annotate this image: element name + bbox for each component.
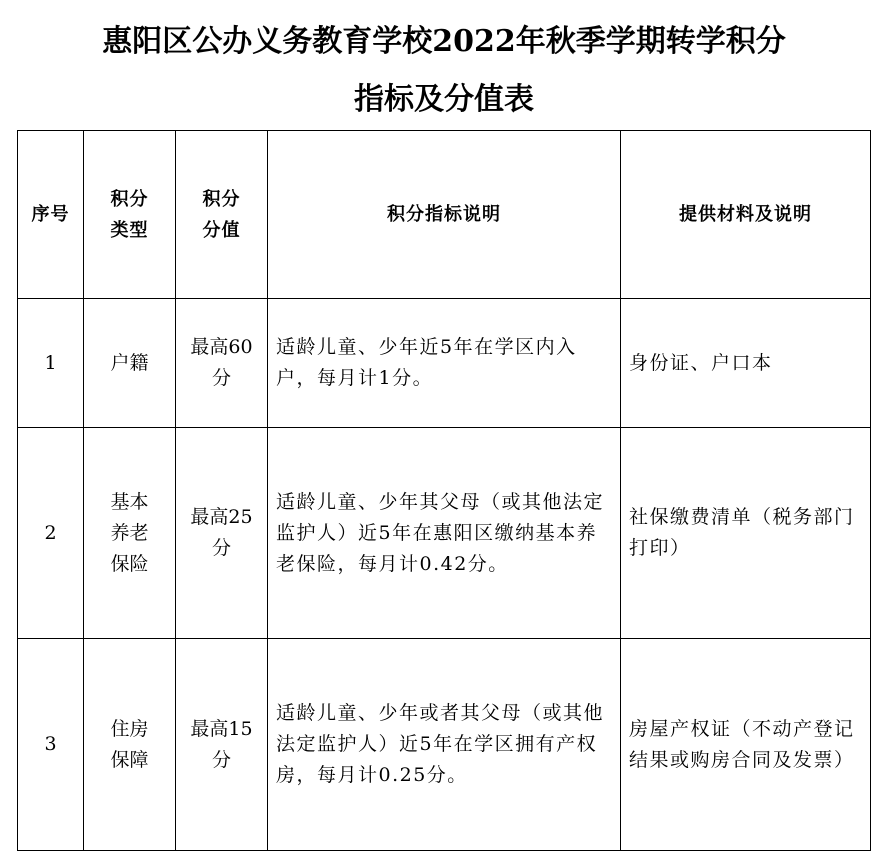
header-index: 序号 bbox=[18, 131, 84, 299]
row-type: 户籍 bbox=[84, 299, 176, 428]
points-table bbox=[17, 130, 871, 851]
document-subtitle: 指标及分值表 bbox=[354, 82, 534, 117]
header-score-line2: 分值 bbox=[202, 219, 241, 241]
row-description: 适龄儿童、少年近5年在学区内入户，每月计1分。 bbox=[268, 299, 621, 428]
row-type: 基本养老保险 bbox=[84, 428, 176, 639]
row-materials: 身份证、户口本 bbox=[621, 299, 871, 428]
header-type-line2: 类型 bbox=[110, 219, 149, 241]
row-score: 最高25分 bbox=[176, 428, 268, 639]
row-score: 最高15分 bbox=[176, 639, 268, 851]
table-row bbox=[18, 299, 871, 428]
row-index: 2 bbox=[18, 428, 84, 639]
table-header-row bbox=[18, 131, 871, 299]
row-description: 适龄儿童、少年其父母（或其他法定监护人）近5年在惠阳区缴纳基本养老保险，每月计0.42分。 bbox=[268, 428, 621, 639]
table-row bbox=[18, 428, 871, 639]
table-row bbox=[18, 639, 871, 851]
header-type-line1: 积分 bbox=[110, 188, 149, 210]
row-index: 3 bbox=[18, 639, 84, 851]
row-index: 1 bbox=[18, 299, 84, 428]
row-description: 适龄儿童、少年或者其父母（或其他法定监护人）近5年在学区拥有产权房，每月计0.25分。 bbox=[268, 639, 621, 851]
header-score-line1: 积分 bbox=[202, 188, 241, 210]
header-score bbox=[176, 131, 268, 299]
header-description: 积分指标说明 bbox=[268, 131, 621, 299]
row-materials: 社保缴费清单（税务部门打印） bbox=[621, 428, 871, 639]
document-title: 惠阳区公办义务教育学校2022年秋季学期转学积分 bbox=[102, 24, 786, 59]
header-materials: 提供材料及说明 bbox=[621, 131, 871, 299]
row-type: 住房保障 bbox=[84, 639, 176, 851]
row-score: 最高60分 bbox=[176, 299, 268, 428]
header-type bbox=[84, 131, 176, 299]
row-materials: 房屋产权证（不动产登记结果或购房合同及发票） bbox=[621, 639, 871, 851]
